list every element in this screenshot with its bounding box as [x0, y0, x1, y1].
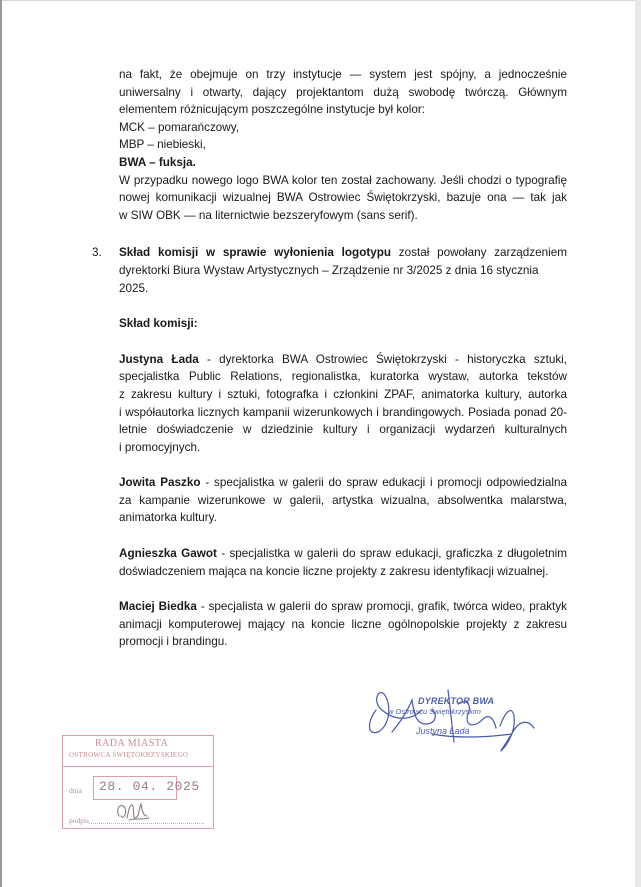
receipt-stamp — [62, 735, 214, 829]
text-line: uniwersalny i otwarty, dający projektantom dużą swobodę twórczą. Głównym — [119, 85, 567, 99]
stamp-signature-label: podpis — [69, 816, 90, 825]
stamp-date-label: dnia — [69, 786, 82, 795]
director-institution: w Ostrowcu Świętokrzyskim — [388, 707, 481, 716]
text-line: i współautorka licznych kampanii wizerunkowych i brandingowych. Posiada ponad 20- — [119, 405, 567, 419]
stamp-signature-line — [89, 823, 204, 824]
member-justyna-lada — [119, 351, 567, 457]
page-top-edge — [0, 0, 641, 1]
text-line — [119, 351, 567, 369]
text-line: za kampanie wizerunkowe w galerii, artystka wizualna, absolwentka malarstwa, — [119, 493, 567, 507]
text-line: elementem różnicującym poszczególne instytucje był kolor: — [119, 103, 425, 117]
text-line — [119, 474, 567, 492]
commission-heading: Skład komisji: — [119, 317, 198, 331]
text-line — [119, 244, 567, 262]
member-desc: - specjalistka w galerii do spraw edukacji i promocji odpowiedzialna — [200, 476, 567, 490]
text-line: letnie doświadczenie w dziedzinie kultury i organizacji wydarzeń kulturalnych — [119, 423, 567, 437]
stamp-date: 28. 04. 2025 — [99, 779, 200, 794]
stamp-header — [63, 736, 213, 767]
stamp-signature-icon — [113, 798, 153, 824]
member-name: Justyna Łada — [119, 352, 199, 366]
color-list — [119, 119, 567, 172]
item3-bold: Skład komisji w sprawie wyłonienia logotypu — [119, 246, 391, 260]
page-left-edge — [0, 0, 2, 887]
member-maciej-biedka — [119, 598, 567, 651]
color-item-mck: MCK – pomarańczowy, — [119, 120, 239, 134]
stamp-line2: OSTROWCA ŚWIĘTOKRZYSKIEGO — [69, 751, 189, 759]
text-line: nowej komunikacji wizualnej BWA Ostrowiec Świętokrzyski, bazuje ona — tak jak — [119, 191, 567, 205]
member-name: Agnieszka Gawot — [119, 547, 217, 561]
member-name: Maciej Biedka — [119, 600, 197, 614]
member-desc: - dyrektorka BWA Ostrowiec Świętokrzyski - historyczka sztuki, — [198, 352, 568, 366]
color-item-mbp: MBP – niebieski, — [119, 138, 206, 152]
text-line: specjalistka Public Relations, regionalistka, kuratorka wystaw, autorka tekstów — [119, 370, 567, 384]
member-jowita-paszko — [119, 474, 567, 527]
text-line: W przypadku nowego logo BWA kolor ten został zachowany. Jeśli chodzi o typografię — [119, 173, 567, 187]
text-line: w SIW OBK — na liternictwie bezszeryfowym (sans serif). — [119, 208, 418, 222]
color-item-bwa: BWA – fuksja. — [119, 155, 196, 169]
director-signature — [362, 680, 552, 760]
director-title: DYREKTOR BWA — [418, 696, 495, 706]
director-name: Justyna Łada — [416, 726, 470, 736]
paragraph-intro — [119, 66, 567, 119]
member-desc: - specjalista w galerii do spraw promocji, grafik, twórca wideo, praktyk — [196, 600, 567, 614]
document-body — [92, 66, 568, 651]
text-line: i promocyjnych. — [119, 440, 201, 454]
paragraph-typography — [119, 172, 567, 225]
member-name: Jowita Paszko — [119, 476, 201, 490]
text-line — [119, 545, 567, 563]
item3-rest: został powołany zarządzeniem — [391, 246, 567, 260]
stamp-line1: RADA MIASTA — [95, 738, 169, 749]
text-line: animacji komputerowej mający na koncie liczne ogólnopolskie projekty z zakresu — [119, 617, 567, 631]
text-line: promocji i brandingu. — [119, 635, 228, 649]
member-agnieszka-gawot — [119, 545, 567, 580]
text-line: z zakresu kultury i sztuki, fotografka i członkini ZPAF, animatorka kultury, autorka — [119, 387, 567, 401]
handwritten-signature-icon — [362, 680, 552, 760]
text-line — [119, 598, 567, 616]
text-line: doświadczeniem mająca na koncie liczne projekty z zakresu identyfikacji wizualnej. — [119, 564, 549, 578]
text-line: animatorka kultury. — [119, 511, 217, 525]
page-right-edge — [635, 0, 641, 887]
list-number: 3. — [92, 246, 102, 260]
text-line: dyrektorki Biura Wystaw Artystycznych – Zrządzenie nr 3/2025 z dnia 16 stycznia 2025. — [119, 263, 539, 295]
member-desc: - specjalistka w galerii do spraw edukacji, graficzka z długoletnim — [216, 547, 567, 561]
list-item-3 — [92, 244, 567, 297]
text-line: na fakt, że obejmuje on trzy instytucje — system jest spójny, a jednocześnie — [119, 68, 567, 81]
